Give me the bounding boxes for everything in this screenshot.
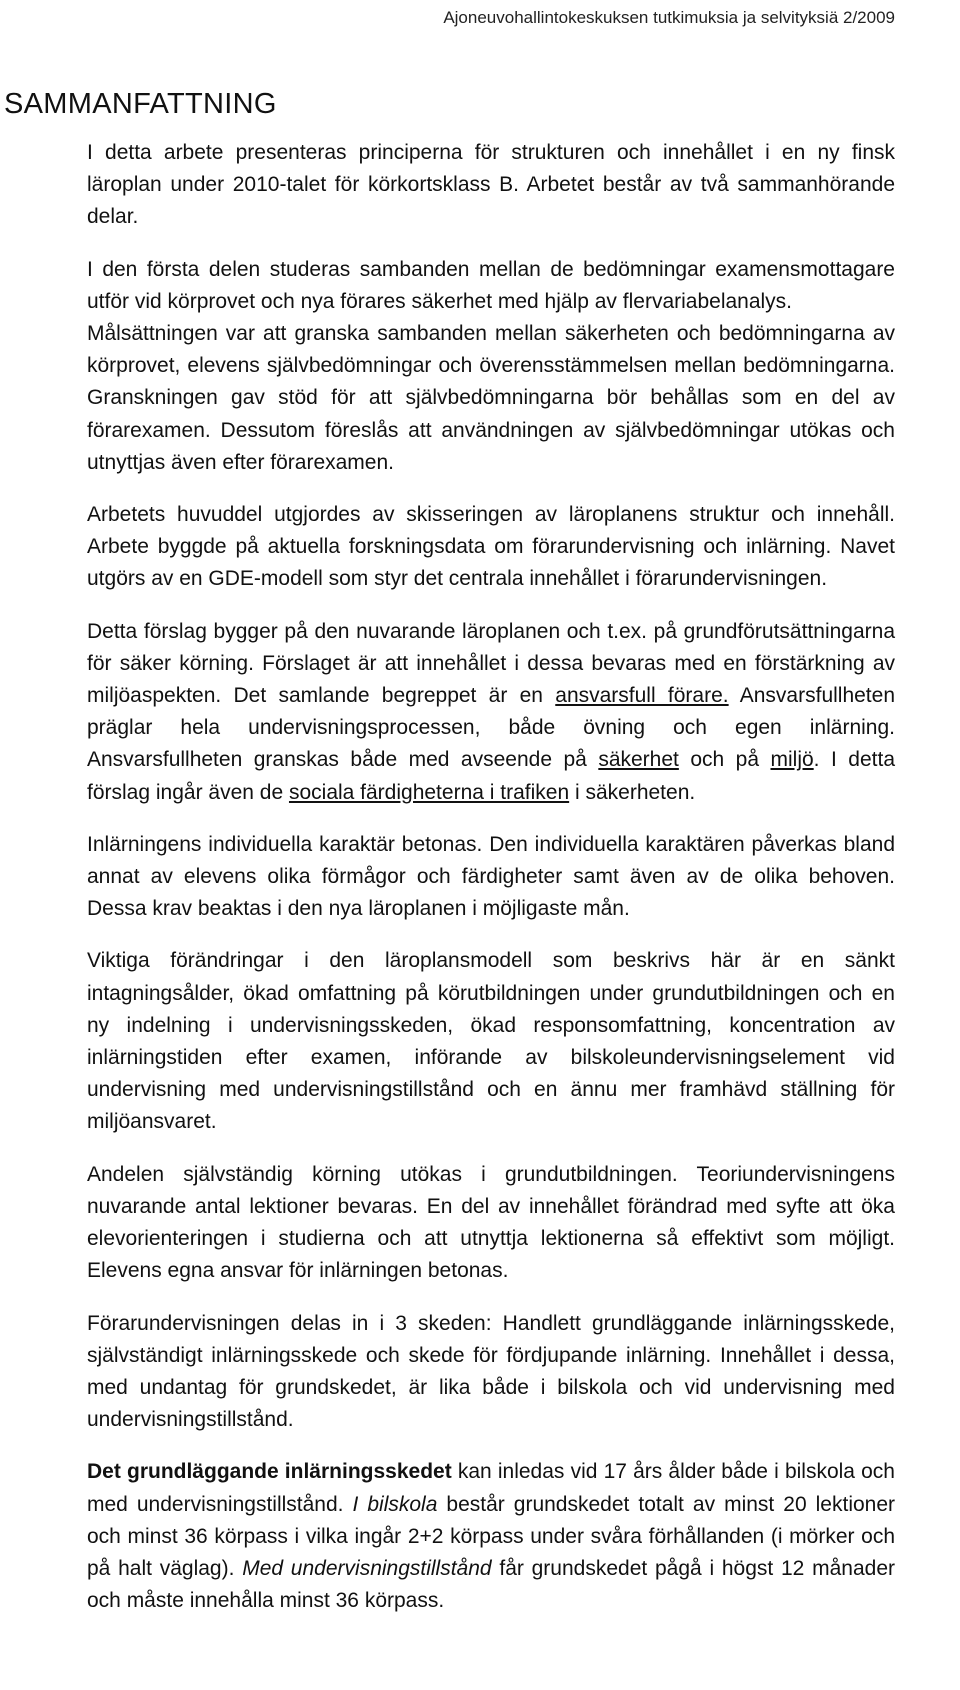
paragraph-intro: I detta arbete presenteras principerna för strukturen och innehållet i en ny finsk läroplan under 2010-talet för körkortsklass B. Arbetet består av två sammanhörande delar. xyxy=(87,141,895,229)
italic-term: I bilskola xyxy=(352,1492,438,1516)
text-segment: Detta förslag bygger på den nuvarande läroplanen och t.ex. på grundförutsättningarna för säker körning. Förslaget är att innehållet i dessa bevaras med en förstärkning av miljöaspekten. Det samlande begreppet är en xyxy=(87,619,895,708)
bold-term: Det grundläggande inlärningsskedet xyxy=(87,1460,452,1484)
paragraph-main-part: Arbetets huvuddel utgjordes av skisseringen av läroplanens struktur och innehåll. Arbete byggde på aktuella forskningsdata om förarundervisning och inlärning. Navet utgörs av en GDE-modell som styr det centrala innehållet i förarundervisningen. xyxy=(87,503,895,591)
paragraph-independent-driving: Andelen självständig körning utökas i grundutbildningen. Teoriundervisningens nuvarande antal lektioner bevaras. En del av innehållet förändrad med syfte att öka elevorienteringen i studierna och att utnyttja lektionerna så effektivt som möjligt. Elevens egna ansvar för inlärningen betonas. xyxy=(87,1162,895,1283)
paragraph-basic-phase xyxy=(87,1456,895,1617)
paragraph-phases: Förarundervisningen delas in i 3 skeden: Handlett grundläggande inlärningsskede, självständigt inlärningsskede och skede för fördjupande inlärning. Innehållet i dessa, med undantag för grundskedet, är lika både i bilskola och vid undervisning med undervisningstillstånd. xyxy=(87,1311,895,1432)
paragraph-analysis-part1: I den första delen studeras sambanden mellan de bedömningar examensmottagare utför vid körprovet och nya förares säkerhet med hjälp av flervariabelanalys. xyxy=(87,257,895,313)
text-segment: består grundskedet totalt av minst 20 lektioner och minst 36 körpass i vilka ingår 2+2 körpass under svåra förhållanden (i mörker och på halt väglag). xyxy=(87,1492,896,1580)
underlined-term: sociala färdigheterna i trafiken xyxy=(288,780,570,804)
text-segment: kan inledas vid 17 års ålder både i bilskola och med undervisningstillstånd. xyxy=(87,1460,895,1516)
underlined-term: miljö xyxy=(770,748,814,772)
running-header: Ajoneuvohallintokeskuksen tutkimuksia ja selvityksiä 2/2009 xyxy=(443,8,895,27)
page-title: SAMMANFATTNING xyxy=(4,88,277,120)
underlined-term: ansvarsfull förare. xyxy=(555,684,729,708)
text-segment: och på xyxy=(678,748,771,772)
text-segment: får grundskedet pågå i högst 12 månader och måste innehålla minst 36 körpass. xyxy=(87,1556,895,1613)
paragraph-changes: Viktiga förändringar i den läroplansmodell som beskrivs här är en sänkt intagningsålder, ökad omfattning på körutbildningen under grundutbildningen och en ny indelning i undervisningsskeden, ökad responsomfattning, koncentration av inlärningstiden efter examen, införande av bilskoleundervisningselement vid undervisning med undervisningstillstånd och en ännu mer framhävd ställning för miljöansvaret. xyxy=(87,949,895,1134)
text-segment: i säkerheten. xyxy=(569,780,696,804)
text-segment: Ansvarsfullheten präglar hela undervisningsprocessen, både övning och egen inlärning. Ansvarsfullheten granskas både med avseende på xyxy=(87,684,896,772)
paragraph-individual: Inlärningens individuella karaktär betonas. Den individuella karaktären påverkas bland annat av elevens olika förmågor och färdigheter samt även av de olika behoven. Dessa krav beaktas i den nya läroplanen i möjligaste mån. xyxy=(87,832,895,921)
text-segment: . I detta förslag ingår även de xyxy=(87,748,895,804)
summary-body xyxy=(87,137,895,1637)
paragraph-analysis-part2: Målsättningen var att granska sambanden mellan säkerheten och bedömningarna av körprovet, elevens självbedömningar och överensstämmelsen mellan bedömningarna. Granskningen gav stöd för att självbedömningarna bör behållas som en del av förarexamen. Dessutom föreslås att användningen av självbedömningar utökas och utnyttjas även efter förarexamen. xyxy=(87,322,895,474)
underlined-term: säkerhet xyxy=(598,748,679,772)
italic-term: Med undervisningstillstånd xyxy=(242,1556,492,1580)
paragraph-proposal xyxy=(87,616,895,809)
